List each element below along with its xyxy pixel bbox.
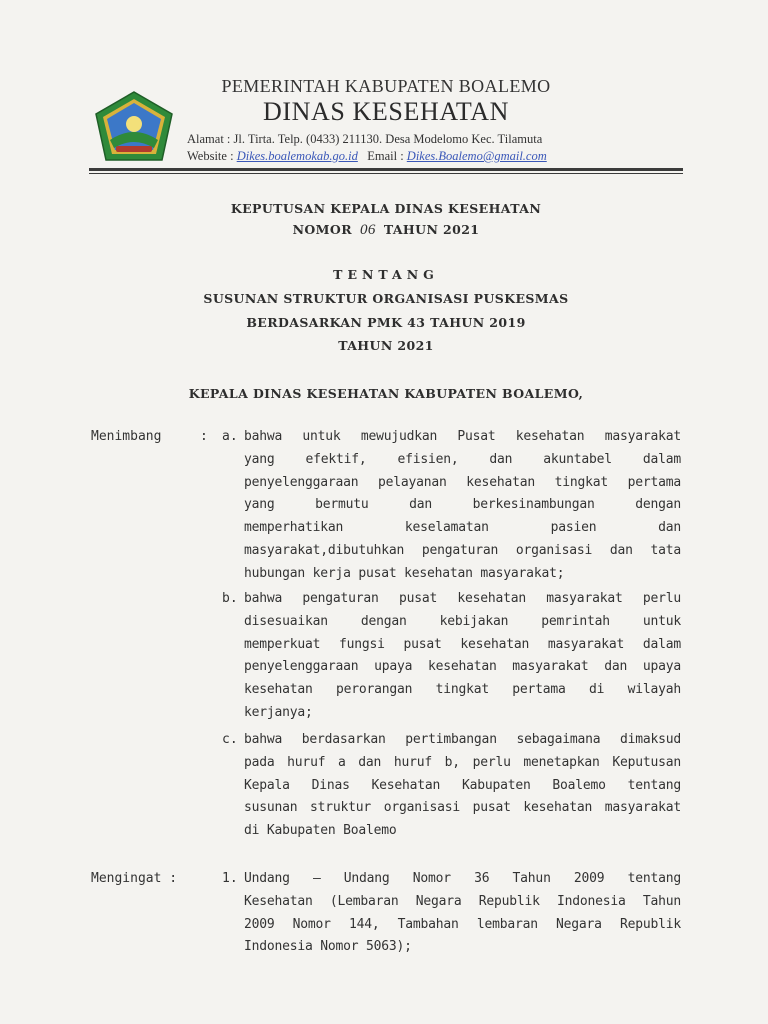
text-line: yang bermutu dan berkesinambungan dengan	[244, 497, 681, 513]
text-line: bahwa pengaturan pusat kesehatan masyarakat perlu	[244, 591, 681, 606]
item-marker-c: c.	[222, 732, 238, 747]
text-line: Kesehatan (Lembaran Negara Republik Indonesia Tahun	[244, 893, 681, 909]
text-line: Undang – Undang Nomor 36 Tahun 2009 tentang	[244, 871, 681, 886]
item-marker-1: 1.	[222, 871, 238, 886]
text-line: memperhatikan keselamatan pasien dan	[244, 520, 681, 536]
subject-line-2: BERDASARKAN PMK 43 TAHUN 2019	[246, 315, 526, 330]
menimbang-label: Menimbang	[91, 429, 162, 444]
item-marker-a: a.	[222, 429, 238, 444]
subject-line-1: SUSUNAN STRUKTUR ORGANISASI PUSKESMAS	[203, 291, 569, 306]
issuer-heading: KEPALA DINAS KESEHATAN KABUPATEN BOALEMO,	[188, 386, 584, 401]
nomor-value: 06	[360, 222, 376, 238]
menimbang-item-b	[244, 588, 681, 725]
letterhead-office: DINAS KESEHATAN	[263, 97, 509, 126]
mengingat-label: Mengingat :	[91, 871, 178, 886]
text-line: susunan struktur organisasi pusat kesehatan masyarakat	[244, 800, 681, 816]
text-line: masyarakat,dibutuhkan pengaturan organisasi dan tata	[244, 542, 681, 558]
text-line: pada huruf a dan huruf b, perlu menetapkan Keputusan	[244, 754, 681, 770]
text-line: disesuaikan dengan kebijakan pemrintah untuk	[244, 613, 681, 629]
text-line: kerjanya;	[244, 704, 313, 720]
menimbang-item-c	[244, 729, 681, 843]
text-line: yang efektif, efisien, dan akuntabel dalam	[244, 451, 681, 467]
text-line: memperkuat fungsi pusat kesehatan masyarakat dalam	[244, 636, 681, 652]
letterhead-government: PEMERINTAH KABUPATEN BOALEMO	[221, 76, 551, 96]
letterhead-rule-thick	[89, 168, 683, 171]
nomor-label: NOMOR	[292, 222, 352, 237]
menimbang-colon: :	[200, 429, 208, 444]
tahun-label: TAHUN 2021	[383, 222, 480, 237]
letterhead-address: Alamat : Jl. Tirta. Telp. (0433) 211130. Desa Modelomo Kec. Tilamuta	[187, 132, 543, 146]
item-marker-b: b.	[222, 591, 238, 606]
letterhead-contact	[187, 149, 627, 164]
email-label: Email :	[367, 149, 404, 163]
mengingat-item-1	[244, 868, 681, 959]
email-link[interactable]: Dikes.Boalemo@gmail.com	[406, 149, 547, 163]
boalemo-emblem-logo	[92, 90, 176, 164]
decree-number-line	[89, 222, 683, 239]
text-line: bahwa untuk mewujudkan Pusat kesehatan masyarakat	[244, 429, 681, 444]
website-label: Website :	[187, 149, 234, 163]
text-line: 2009 Nomor 144, Tambahan lembaran Negara Republik	[244, 916, 681, 932]
tentang-heading: TENTANG	[333, 267, 439, 282]
text-line: bahwa berdasarkan pertimbangan sebagaimana dimaksud	[244, 732, 681, 747]
website-link[interactable]: Dikes.boalemokab.go.id	[236, 149, 358, 163]
letterhead-rule-thin	[89, 173, 683, 174]
menimbang-item-a	[244, 426, 681, 586]
text-line: Indonesia Nomor 5063);	[244, 939, 412, 955]
subject-line-3: TAHUN 2021	[338, 338, 434, 353]
text-line: Kepala Dinas Kesehatan Kabupaten Boalemo tentang	[244, 777, 681, 793]
text-line: penyelenggaraan upaya kesehatan masyarakat dan upaya	[244, 659, 681, 675]
text-line: hubungan kerja pusat kesehatan masyarakat;	[244, 565, 565, 581]
decree-title: KEPUTUSAN KEPALA DINAS KESEHATAN	[230, 201, 542, 216]
text-line: di Kabupaten Boalemo	[244, 823, 397, 839]
text-line: penyelenggaraan pelayanan kesehatan tingkat pertama	[244, 474, 681, 490]
text-line: kesehatan perorangan tingkat pertama di wilayah	[244, 682, 681, 698]
